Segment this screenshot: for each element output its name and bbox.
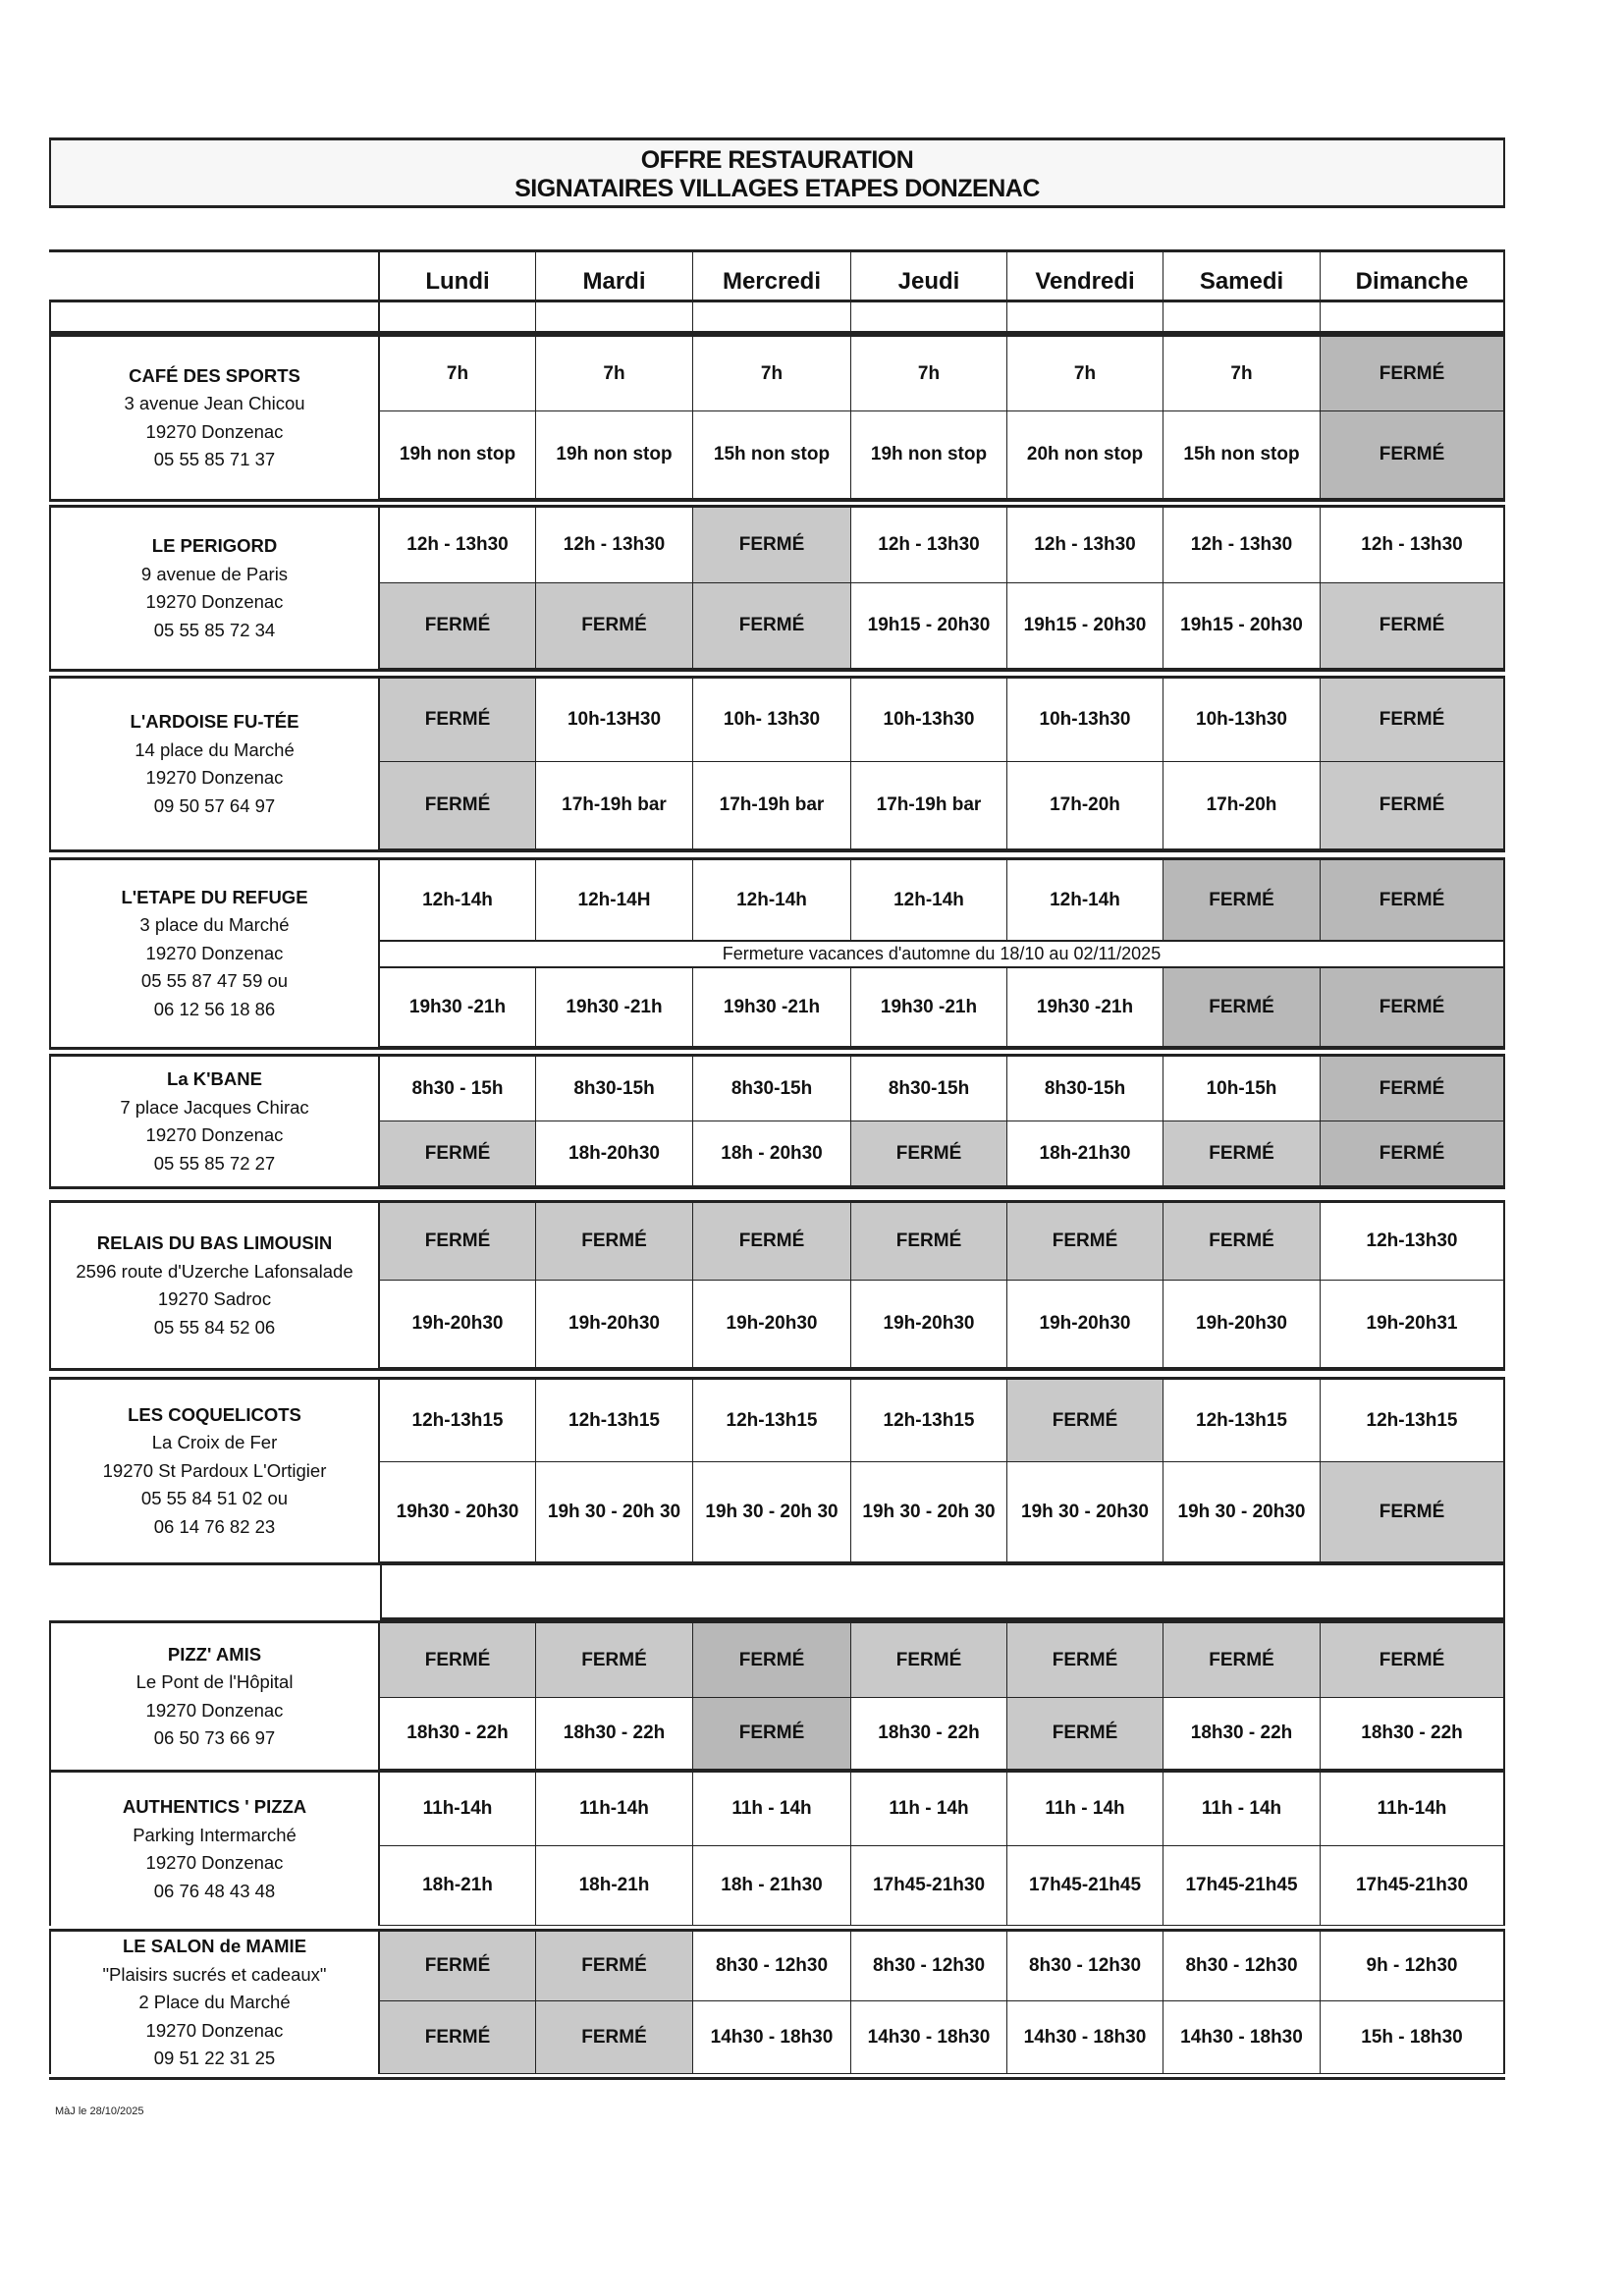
hours-cell-mardi: 11h-14h bbox=[536, 1773, 693, 1846]
blank-cell bbox=[49, 302, 380, 331]
restaurant-address-line: 19270 Donzenac bbox=[145, 420, 284, 442]
restaurant-phone: 06 12 56 18 86 bbox=[153, 998, 276, 1019]
hours-cell-samedi: 12h-13h15 bbox=[1163, 1380, 1321, 1462]
hours-cell-lundi: 8h30 - 15h bbox=[380, 1057, 536, 1121]
restaurant-info bbox=[49, 1623, 380, 1770]
hours-cell-lundi: 7h bbox=[380, 337, 536, 411]
hours-cell-samedi: 7h bbox=[1163, 337, 1321, 411]
day-header-mercredi: Mercredi bbox=[693, 251, 851, 300]
hours-cell-mercredi: 8h30-15h bbox=[693, 1057, 851, 1121]
hours-cell-lundi: FERMÉ bbox=[380, 762, 536, 849]
hours-cell-samedi: FERMÉ bbox=[1163, 1121, 1321, 1186]
hours-cell-vendredi: 8h30 - 12h30 bbox=[1007, 1932, 1163, 2001]
hours-cell-lundi: 12h-13h15 bbox=[380, 1380, 536, 1462]
hours-cell-samedi: FERMÉ bbox=[1163, 860, 1321, 941]
hours-cell-jeudi: 12h-13h15 bbox=[851, 1380, 1007, 1462]
restaurant-name: LES COQUELICOTS bbox=[128, 1403, 301, 1425]
restaurant-name: PIZZ' AMIS bbox=[167, 1643, 262, 1665]
hours-cell-mercredi: FERMÉ bbox=[693, 1698, 851, 1770]
restaurant-address-line: 3 avenue Jean Chicou bbox=[124, 393, 305, 413]
hours-cell-mardi: 17h-19h bar bbox=[536, 762, 693, 849]
restaurant-info bbox=[49, 1057, 380, 1186]
hours-cell-lundi: 19h non stop bbox=[380, 411, 536, 499]
restaurant-name: CAFÉ DES SPORTS bbox=[129, 364, 300, 386]
hours-cell-vendredi: 12h - 13h30 bbox=[1007, 508, 1163, 583]
hours-cell-vendredi: 12h-14h bbox=[1007, 860, 1163, 941]
restaurant-name: RELAIS DU BAS LIMOUSIN bbox=[96, 1232, 333, 1253]
restaurant-address-line: 19270 Donzenac bbox=[145, 2019, 284, 2041]
restaurant-section bbox=[49, 1377, 1505, 1565]
header-corner bbox=[49, 251, 380, 300]
hours-cell-lundi: FERMÉ bbox=[380, 2001, 536, 2074]
blank-cell bbox=[693, 302, 851, 331]
blank-cell bbox=[1163, 302, 1321, 331]
day-header-mardi: Mardi bbox=[536, 251, 693, 300]
restaurant-address-line: 2596 route d'Uzerche Lafonsalade bbox=[76, 1260, 353, 1282]
restaurant-address-line: 19270 Sadroc bbox=[157, 1288, 272, 1309]
hours-cell-vendredi: 10h-13h30 bbox=[1007, 679, 1163, 762]
restaurant-info bbox=[49, 1380, 380, 1562]
hours-cell-mardi: 7h bbox=[536, 337, 693, 411]
restaurant-section bbox=[49, 1773, 1505, 1932]
restaurant-address-line: 3 place du Marché bbox=[139, 914, 290, 936]
hours-cell-mercredi: FERMÉ bbox=[693, 508, 851, 583]
day-header-dimanche: Dimanche bbox=[1321, 251, 1505, 300]
restaurant-info bbox=[49, 337, 380, 499]
hours-cell-mercredi: FERMÉ bbox=[693, 1203, 851, 1281]
hours-cell-vendredi: 19h 30 - 20h30 bbox=[1007, 1462, 1163, 1562]
restaurant-address-line: 19270 Donzenac bbox=[145, 591, 284, 612]
hours-cell-samedi: 17h-20h bbox=[1163, 762, 1321, 849]
hours-cell-dimanche: 9h - 12h30 bbox=[1321, 1932, 1505, 2001]
restaurant-address-line: 19270 Donzenac bbox=[145, 1699, 284, 1721]
hours-cell-mercredi: 7h bbox=[693, 337, 851, 411]
hours-cell-lundi: FERMÉ bbox=[380, 1203, 536, 1281]
restaurant-phone: 06 14 76 82 23 bbox=[153, 1515, 276, 1537]
restaurant-phone: 09 50 57 64 97 bbox=[153, 794, 276, 816]
hours-cell-mardi: 12h-13h15 bbox=[536, 1380, 693, 1462]
hours-cell-vendredi: 7h bbox=[1007, 337, 1163, 411]
hours-cell-vendredi: FERMÉ bbox=[1007, 1623, 1163, 1698]
hours-cell-mercredi: FERMÉ bbox=[693, 1623, 851, 1698]
hours-cell-jeudi: 12h - 13h30 bbox=[851, 508, 1007, 583]
blank-cell bbox=[380, 302, 536, 331]
blank-cell bbox=[1007, 302, 1163, 331]
hours-cell-dimanche: 12h - 13h30 bbox=[1321, 508, 1505, 583]
hours-cell-vendredi: FERMÉ bbox=[1007, 1380, 1163, 1462]
hours-cell-mercredi: 18h - 21h30 bbox=[693, 1846, 851, 1926]
hours-cell-samedi: 11h - 14h bbox=[1163, 1773, 1321, 1846]
hours-cell-mercredi: 10h- 13h30 bbox=[693, 679, 851, 762]
hours-cell-dimanche: FERMÉ bbox=[1321, 762, 1505, 849]
hours-cell-dimanche: 15h - 18h30 bbox=[1321, 2001, 1505, 2074]
hours-cell-dimanche: 19h-20h31 bbox=[1321, 1281, 1505, 1368]
hours-cell-lundi: FERMÉ bbox=[380, 1623, 536, 1698]
hours-cell-mardi: 18h30 - 22h bbox=[536, 1698, 693, 1770]
restaurant-address-line: 9 avenue de Paris bbox=[140, 563, 289, 584]
hours-cell-samedi: 18h30 - 22h bbox=[1163, 1698, 1321, 1770]
hours-cell-samedi: FERMÉ bbox=[1163, 968, 1321, 1047]
restaurant-name: L'ARDOISE FU-TÉE bbox=[130, 711, 299, 732]
restaurant-address-line: 7 place Jacques Chirac bbox=[120, 1096, 309, 1118]
hours-cell-mardi: 10h-13H30 bbox=[536, 679, 693, 762]
restaurant-address-line: Parking Intermarché bbox=[133, 1824, 297, 1845]
hours-cell-samedi: FERMÉ bbox=[1163, 1203, 1321, 1281]
day-header-vendredi: Vendredi bbox=[1007, 251, 1163, 300]
hours-cell-vendredi: 19h30 -21h bbox=[1007, 968, 1163, 1047]
restaurant-phone: 05 55 85 71 37 bbox=[153, 449, 276, 469]
hours-cell-jeudi: 18h30 - 22h bbox=[851, 1698, 1007, 1770]
hours-cell-jeudi: 19h15 - 20h30 bbox=[851, 583, 1007, 669]
hours-cell-vendredi: 20h non stop bbox=[1007, 411, 1163, 499]
restaurant-section bbox=[49, 1932, 1505, 2080]
hours-cell-mardi: 19h-20h30 bbox=[536, 1281, 693, 1368]
restaurant-info bbox=[49, 860, 380, 1047]
hours-cell-lundi: 19h-20h30 bbox=[380, 1281, 536, 1368]
hours-cell-dimanche: FERMÉ bbox=[1321, 1121, 1505, 1186]
hours-cell-dimanche: FERMÉ bbox=[1321, 337, 1505, 411]
hours-cell-samedi: 15h non stop bbox=[1163, 411, 1321, 499]
hours-cell-mercredi: 17h-19h bar bbox=[693, 762, 851, 849]
hours-cell-lundi: 18h30 - 22h bbox=[380, 1698, 536, 1770]
hours-cell-mercredi: 19h 30 - 20h 30 bbox=[693, 1462, 851, 1562]
restaurant-section bbox=[49, 857, 1505, 1050]
hours-cell-lundi: 19h30 -21h bbox=[380, 968, 536, 1047]
restaurant-address-line: 19270 St Pardoux L'Ortigier bbox=[102, 1459, 327, 1481]
hours-cell-mercredi: 19h-20h30 bbox=[693, 1281, 851, 1368]
hours-cell-mardi: 12h - 13h30 bbox=[536, 508, 693, 583]
hours-cell-lundi: 18h-21h bbox=[380, 1846, 536, 1926]
hours-cell-jeudi: 19h 30 - 20h 30 bbox=[851, 1462, 1007, 1562]
restaurant-address-line: 19270 Donzenac bbox=[145, 1852, 284, 1873]
hours-cell-dimanche: 11h-14h bbox=[1321, 1773, 1505, 1846]
hours-cell-dimanche: FERMÉ bbox=[1321, 968, 1505, 1047]
hours-cell-mardi: 18h-20h30 bbox=[536, 1121, 693, 1186]
hours-cell-mercredi: 8h30 - 12h30 bbox=[693, 1932, 851, 2001]
hours-cell-jeudi: 17h45-21h30 bbox=[851, 1846, 1007, 1926]
restaurant-name: L'ETAPE DU REFUGE bbox=[121, 886, 308, 907]
hours-cell-lundi: 11h-14h bbox=[380, 1773, 536, 1846]
hours-cell-mercredi: 14h30 - 18h30 bbox=[693, 2001, 851, 2074]
restaurant-name: AUTHENTICS ' PIZZA bbox=[122, 1796, 307, 1817]
hours-cell-dimanche: 17h45-21h30 bbox=[1321, 1846, 1505, 1926]
hours-cell-dimanche: 12h-13h15 bbox=[1321, 1380, 1505, 1462]
hours-cell-mardi: 19h non stop bbox=[536, 411, 693, 499]
restaurant-info bbox=[49, 679, 380, 849]
hours-cell-vendredi: FERMÉ bbox=[1007, 1203, 1163, 1281]
blank-row bbox=[49, 302, 1505, 334]
restaurant-section bbox=[49, 334, 1505, 502]
blank-cell bbox=[851, 302, 1007, 331]
hours-cell-samedi: 14h30 - 18h30 bbox=[1163, 2001, 1321, 2074]
hours-cell-dimanche: FERMÉ bbox=[1321, 860, 1505, 941]
hours-cell-mercredi: FERMÉ bbox=[693, 583, 851, 669]
blank-cell bbox=[536, 302, 693, 331]
hours-cell-vendredi: 14h30 - 18h30 bbox=[1007, 2001, 1163, 2074]
hours-cell-samedi: 17h45-21h45 bbox=[1163, 1846, 1321, 1926]
restaurant-info bbox=[49, 508, 380, 669]
table-header bbox=[49, 251, 1505, 302]
restaurant-info bbox=[49, 1773, 380, 1926]
hours-cell-mardi: 12h-14H bbox=[536, 860, 693, 941]
hours-cell-mercredi: 19h30 -21h bbox=[693, 968, 851, 1047]
hours-cell-lundi: FERMÉ bbox=[380, 679, 536, 762]
restaurant-address-line: 19270 Donzenac bbox=[145, 767, 284, 788]
hours-cell-mardi: FERMÉ bbox=[536, 583, 693, 669]
restaurant-address-line: 19270 Donzenac bbox=[145, 1124, 284, 1145]
hours-cell-mercredi: 12h-14h bbox=[693, 860, 851, 941]
hours-cell-lundi: FERMÉ bbox=[380, 1932, 536, 2001]
gap-row-box bbox=[380, 1565, 1505, 1620]
hours-cell-samedi: 19h15 - 20h30 bbox=[1163, 583, 1321, 669]
hours-cell-lundi: FERMÉ bbox=[380, 1121, 536, 1186]
hours-cell-jeudi: 8h30-15h bbox=[851, 1057, 1007, 1121]
hours-cell-mardi: FERMÉ bbox=[536, 2001, 693, 2074]
hours-cell-jeudi: 19h-20h30 bbox=[851, 1281, 1007, 1368]
hours-cell-mardi: 8h30-15h bbox=[536, 1057, 693, 1121]
hours-cell-mardi: 18h-21h bbox=[536, 1846, 693, 1926]
hours-cell-samedi: 12h - 13h30 bbox=[1163, 508, 1321, 583]
hours-cell-vendredi: 17h-20h bbox=[1007, 762, 1163, 849]
restaurant-section bbox=[49, 1054, 1505, 1189]
day-header-lundi: Lundi bbox=[380, 251, 536, 300]
hours-cell-dimanche: FERMÉ bbox=[1321, 679, 1505, 762]
hours-cell-lundi: FERMÉ bbox=[380, 583, 536, 669]
hours-cell-jeudi: 11h - 14h bbox=[851, 1773, 1007, 1846]
restaurant-info bbox=[49, 1203, 380, 1368]
hours-cell-samedi: 19h-20h30 bbox=[1163, 1281, 1321, 1368]
hours-cell-mardi: FERMÉ bbox=[536, 1932, 693, 2001]
restaurant-name: LE SALON de MAMIE bbox=[122, 1936, 307, 1957]
hours-cell-jeudi: 17h-19h bar bbox=[851, 762, 1007, 849]
title-line-1: OFFRE RESTAURATION bbox=[640, 146, 914, 174]
restaurant-section bbox=[49, 1200, 1505, 1371]
hours-cell-dimanche: FERMÉ bbox=[1321, 583, 1505, 669]
hours-cell-vendredi: 8h30-15h bbox=[1007, 1057, 1163, 1121]
hours-cell-dimanche: 12h-13h30 bbox=[1321, 1203, 1505, 1281]
hours-cell-mardi: FERMÉ bbox=[536, 1623, 693, 1698]
hours-cell-mercredi: 11h - 14h bbox=[693, 1773, 851, 1846]
restaurant-name: LE PERIGORD bbox=[151, 535, 278, 556]
hours-cell-samedi: FERMÉ bbox=[1163, 1623, 1321, 1698]
day-header-jeudi: Jeudi bbox=[851, 251, 1007, 300]
hours-cell-mardi: 19h30 -21h bbox=[536, 968, 693, 1047]
document-title-box bbox=[49, 137, 1505, 208]
hours-cell-mercredi: 18h - 20h30 bbox=[693, 1121, 851, 1186]
restaurant-info bbox=[49, 1932, 380, 2074]
hours-cell-dimanche: FERMÉ bbox=[1321, 1057, 1505, 1121]
hours-cell-lundi: 19h30 - 20h30 bbox=[380, 1462, 536, 1562]
hours-cell-vendredi: 19h-20h30 bbox=[1007, 1281, 1163, 1368]
restaurant-phone: 09 51 22 31 25 bbox=[153, 2048, 276, 2069]
restaurant-phone: 05 55 84 52 06 bbox=[153, 1316, 276, 1338]
hours-cell-samedi: 10h-13h30 bbox=[1163, 679, 1321, 762]
hours-cell-jeudi: FERMÉ bbox=[851, 1203, 1007, 1281]
restaurant-address-line: La Croix de Fer bbox=[151, 1432, 278, 1453]
hours-cell-lundi: 12h-14h bbox=[380, 860, 536, 941]
hours-cell-lundi: 12h - 13h30 bbox=[380, 508, 536, 583]
restaurant-phone: 05 55 84 51 02 ou bbox=[140, 1488, 289, 1509]
hours-cell-samedi: 10h-15h bbox=[1163, 1057, 1321, 1121]
restaurant-phone: 05 55 85 72 27 bbox=[153, 1152, 276, 1174]
hours-cell-mercredi: 15h non stop bbox=[693, 411, 851, 499]
hours-cell-jeudi: 7h bbox=[851, 337, 1007, 411]
hours-cell-dimanche: FERMÉ bbox=[1321, 1623, 1505, 1698]
restaurant-address-line: 14 place du Marché bbox=[135, 738, 295, 760]
hours-cell-dimanche: FERMÉ bbox=[1321, 411, 1505, 499]
last-updated: MàJ le 28/10/2025 bbox=[55, 2105, 144, 2117]
hours-cell-vendredi: 19h15 - 20h30 bbox=[1007, 583, 1163, 669]
hours-cell-dimanche: FERMÉ bbox=[1321, 1462, 1505, 1562]
hours-cell-dimanche: 18h30 - 22h bbox=[1321, 1698, 1505, 1770]
title-line-2: SIGNATAIRES VILLAGES ETAPES DONZENAC bbox=[514, 175, 1040, 202]
hours-cell-samedi: 8h30 - 12h30 bbox=[1163, 1932, 1321, 2001]
closure-notice: Fermeture vacances d'automne du 18/10 au 02/11/2025 bbox=[380, 941, 1505, 968]
restaurant-phone: 06 50 73 66 97 bbox=[153, 1727, 276, 1748]
hours-cell-jeudi: 19h30 -21h bbox=[851, 968, 1007, 1047]
restaurant-address-line: "Plaisirs sucrés et cadeaux" bbox=[102, 1963, 327, 1985]
blank-cell bbox=[1321, 302, 1505, 331]
day-header-samedi: Samedi bbox=[1163, 251, 1321, 300]
hours-cell-jeudi: FERMÉ bbox=[851, 1623, 1007, 1698]
hours-cell-jeudi: 19h non stop bbox=[851, 411, 1007, 499]
hours-cell-vendredi: FERMÉ bbox=[1007, 1698, 1163, 1770]
restaurant-address-line: 2 Place du Marché bbox=[138, 1992, 291, 2013]
restaurant-section bbox=[49, 676, 1505, 852]
restaurant-phone: 05 55 85 72 34 bbox=[153, 619, 276, 640]
restaurant-section bbox=[49, 1620, 1505, 1773]
restaurant-address-line: Le Pont de l'Hôpital bbox=[135, 1671, 294, 1692]
hours-cell-mardi: FERMÉ bbox=[536, 1203, 693, 1281]
restaurant-phone: 06 76 48 43 48 bbox=[153, 1880, 276, 1901]
hours-cell-vendredi: 17h45-21h45 bbox=[1007, 1846, 1163, 1926]
hours-cell-samedi: 19h 30 - 20h30 bbox=[1163, 1462, 1321, 1562]
restaurant-phone: 05 55 87 47 59 ou bbox=[140, 970, 289, 992]
hours-cell-jeudi: 14h30 - 18h30 bbox=[851, 2001, 1007, 2074]
hours-cell-mardi: 19h 30 - 20h 30 bbox=[536, 1462, 693, 1562]
hours-cell-mercredi: 12h-13h15 bbox=[693, 1380, 851, 1462]
gap-row bbox=[49, 1565, 1505, 1620]
restaurant-name: La K'BANE bbox=[167, 1068, 262, 1089]
hours-cell-jeudi: 8h30 - 12h30 bbox=[851, 1932, 1007, 2001]
hours-cell-vendredi: 11h - 14h bbox=[1007, 1773, 1163, 1846]
restaurant-address-line: 19270 Donzenac bbox=[145, 942, 284, 963]
hours-cell-vendredi: 18h-21h30 bbox=[1007, 1121, 1163, 1186]
hours-cell-jeudi: 12h-14h bbox=[851, 860, 1007, 941]
hours-cell-jeudi: FERMÉ bbox=[851, 1121, 1007, 1186]
restaurant-section bbox=[49, 505, 1505, 672]
hours-cell-jeudi: 10h-13h30 bbox=[851, 679, 1007, 762]
